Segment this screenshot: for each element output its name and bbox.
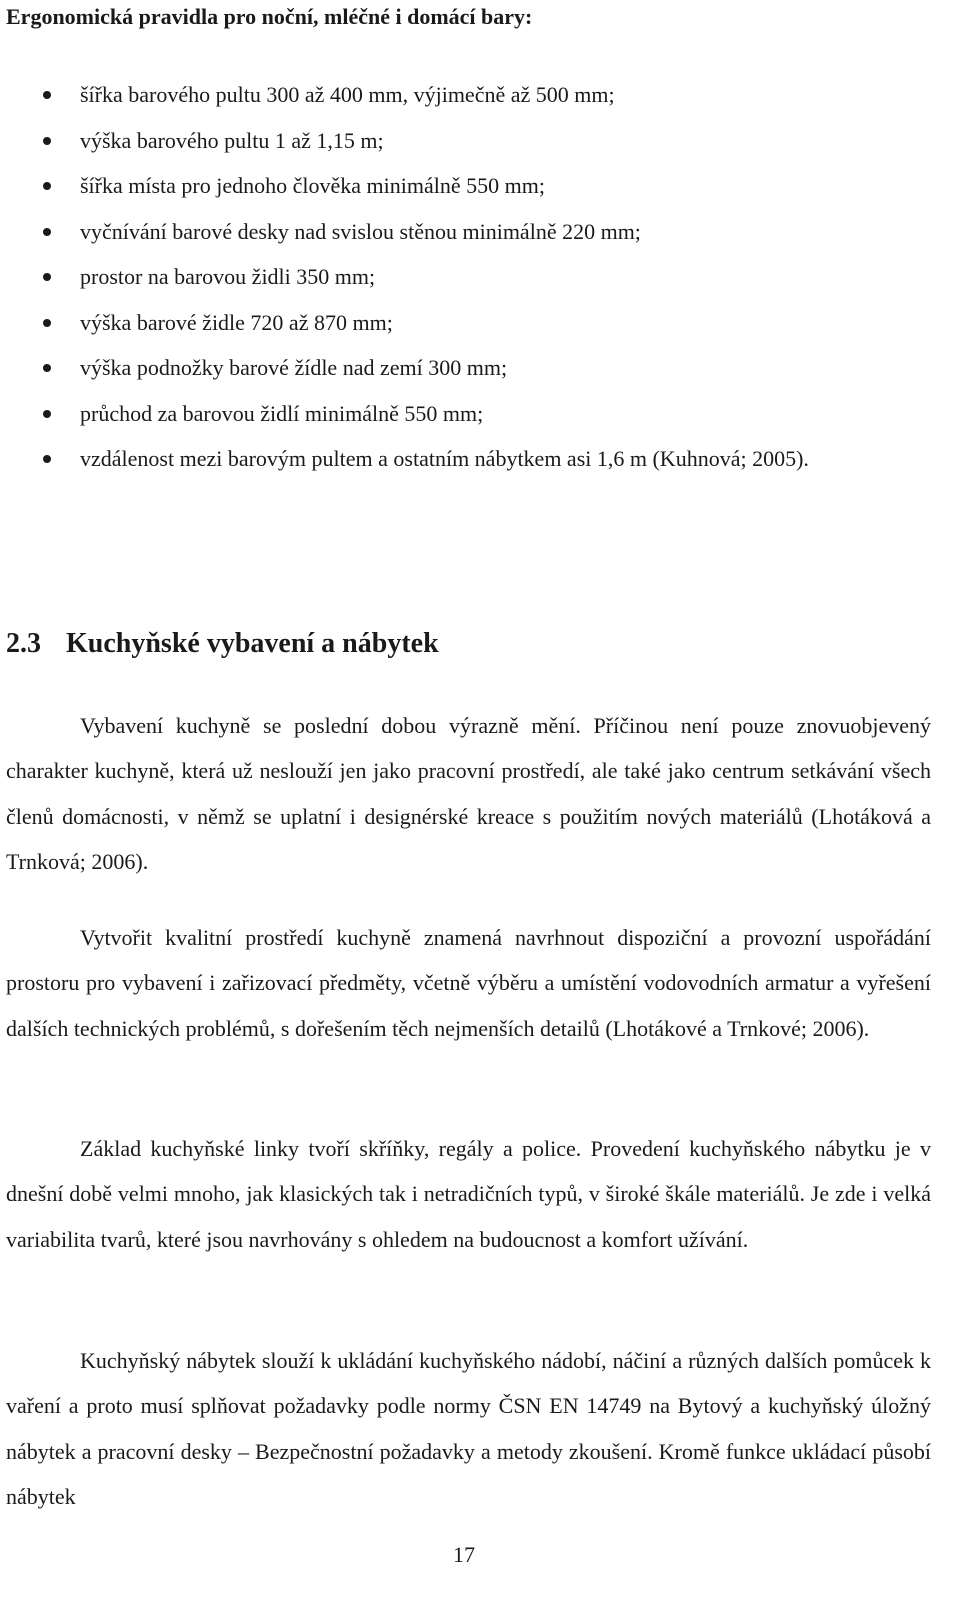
list-item: šířka místa pro jednoho člověka minimálně 550 mm;: [6, 163, 931, 209]
list-item: šířka barového pultu 300 až 400 mm, výjimečně až 500 mm;: [6, 72, 931, 118]
section-number: 2.3: [6, 628, 41, 659]
section-heading: [6, 626, 439, 662]
paragraph: Vybavení kuchyně se poslední dobou výrazně mění. Příčinou není pouze znovuobjevený charakter kuchyně, která už neslouží jen jako pracovní prostředí, ale také jako centrum setkávání všech členů domácnosti, v němž se uplatní i designérské kreace s použitím nových materiálů (Lhotáková a Trnková; 2006).: [6, 713, 931, 875]
list-item: výška podnožky barové žídle nad zemí 300 mm;: [6, 345, 931, 391]
page-number: 17: [453, 1542, 475, 1567]
list-item: průchod za barovou židlí minimálně 550 mm;: [6, 391, 931, 437]
intro-heading: Ergonomická pravidla pro noční, mléčné i domácí bary:: [6, 4, 533, 29]
paragraph: Základ kuchyňské linky tvoří skříňky, regály a police. Provedení kuchyňského nábytku je v dnešní době velmi mnoho, jak klasických tak i netradičních typů, v široké škále materiálů. Je zde i velká variabilita tvarů, které jsou navrhovány s ohledem na budoucnost a komfort užívání.: [6, 1136, 931, 1252]
list-item: vzdálenost mezi barovým pultem a ostatním nábytkem asi 1,6 m (Kuhnová; 2005).: [6, 436, 931, 482]
paragraph: Kuchyňský nábytek slouží k ukládání kuchyňského nádobí, náčiní a různých dalších pomůcek k vaření a proto musí splňovat požadavky podle normy ČSN EN 14749 na Bytový a kuchyňský úložný nábytek a pracovní desky – Bezpečnostní požadavky a metody zkoušení. Kromě funkce ukládací působí nábytek: [6, 1348, 931, 1510]
ergonomic-rules-list: [6, 72, 931, 482]
document-page: [6, 0, 931, 1610]
list-item: prostor na barovou židli 350 mm;: [6, 254, 931, 300]
list-item: výška barové židle 720 až 870 mm;: [6, 300, 931, 346]
list-item: vyčnívání barové desky nad svislou stěnou minimálně 220 mm;: [6, 209, 931, 255]
list-item: výška barového pultu 1 až 1,15 m;: [6, 118, 931, 164]
section-title: Kuchyňské vybavení a nábytek: [66, 628, 439, 659]
paragraph: Vytvořit kvalitní prostředí kuchyně znamená navrhnout dispoziční a provozní uspořádání prostoru pro vybavení i zařizovací předměty, včetně výběru a umístění vodovodních armatur a vyřešení dalších technických problémů, s dořešením těch nejmenších detailů (Lhotákové a Trnkové; 2006).: [6, 925, 931, 1041]
